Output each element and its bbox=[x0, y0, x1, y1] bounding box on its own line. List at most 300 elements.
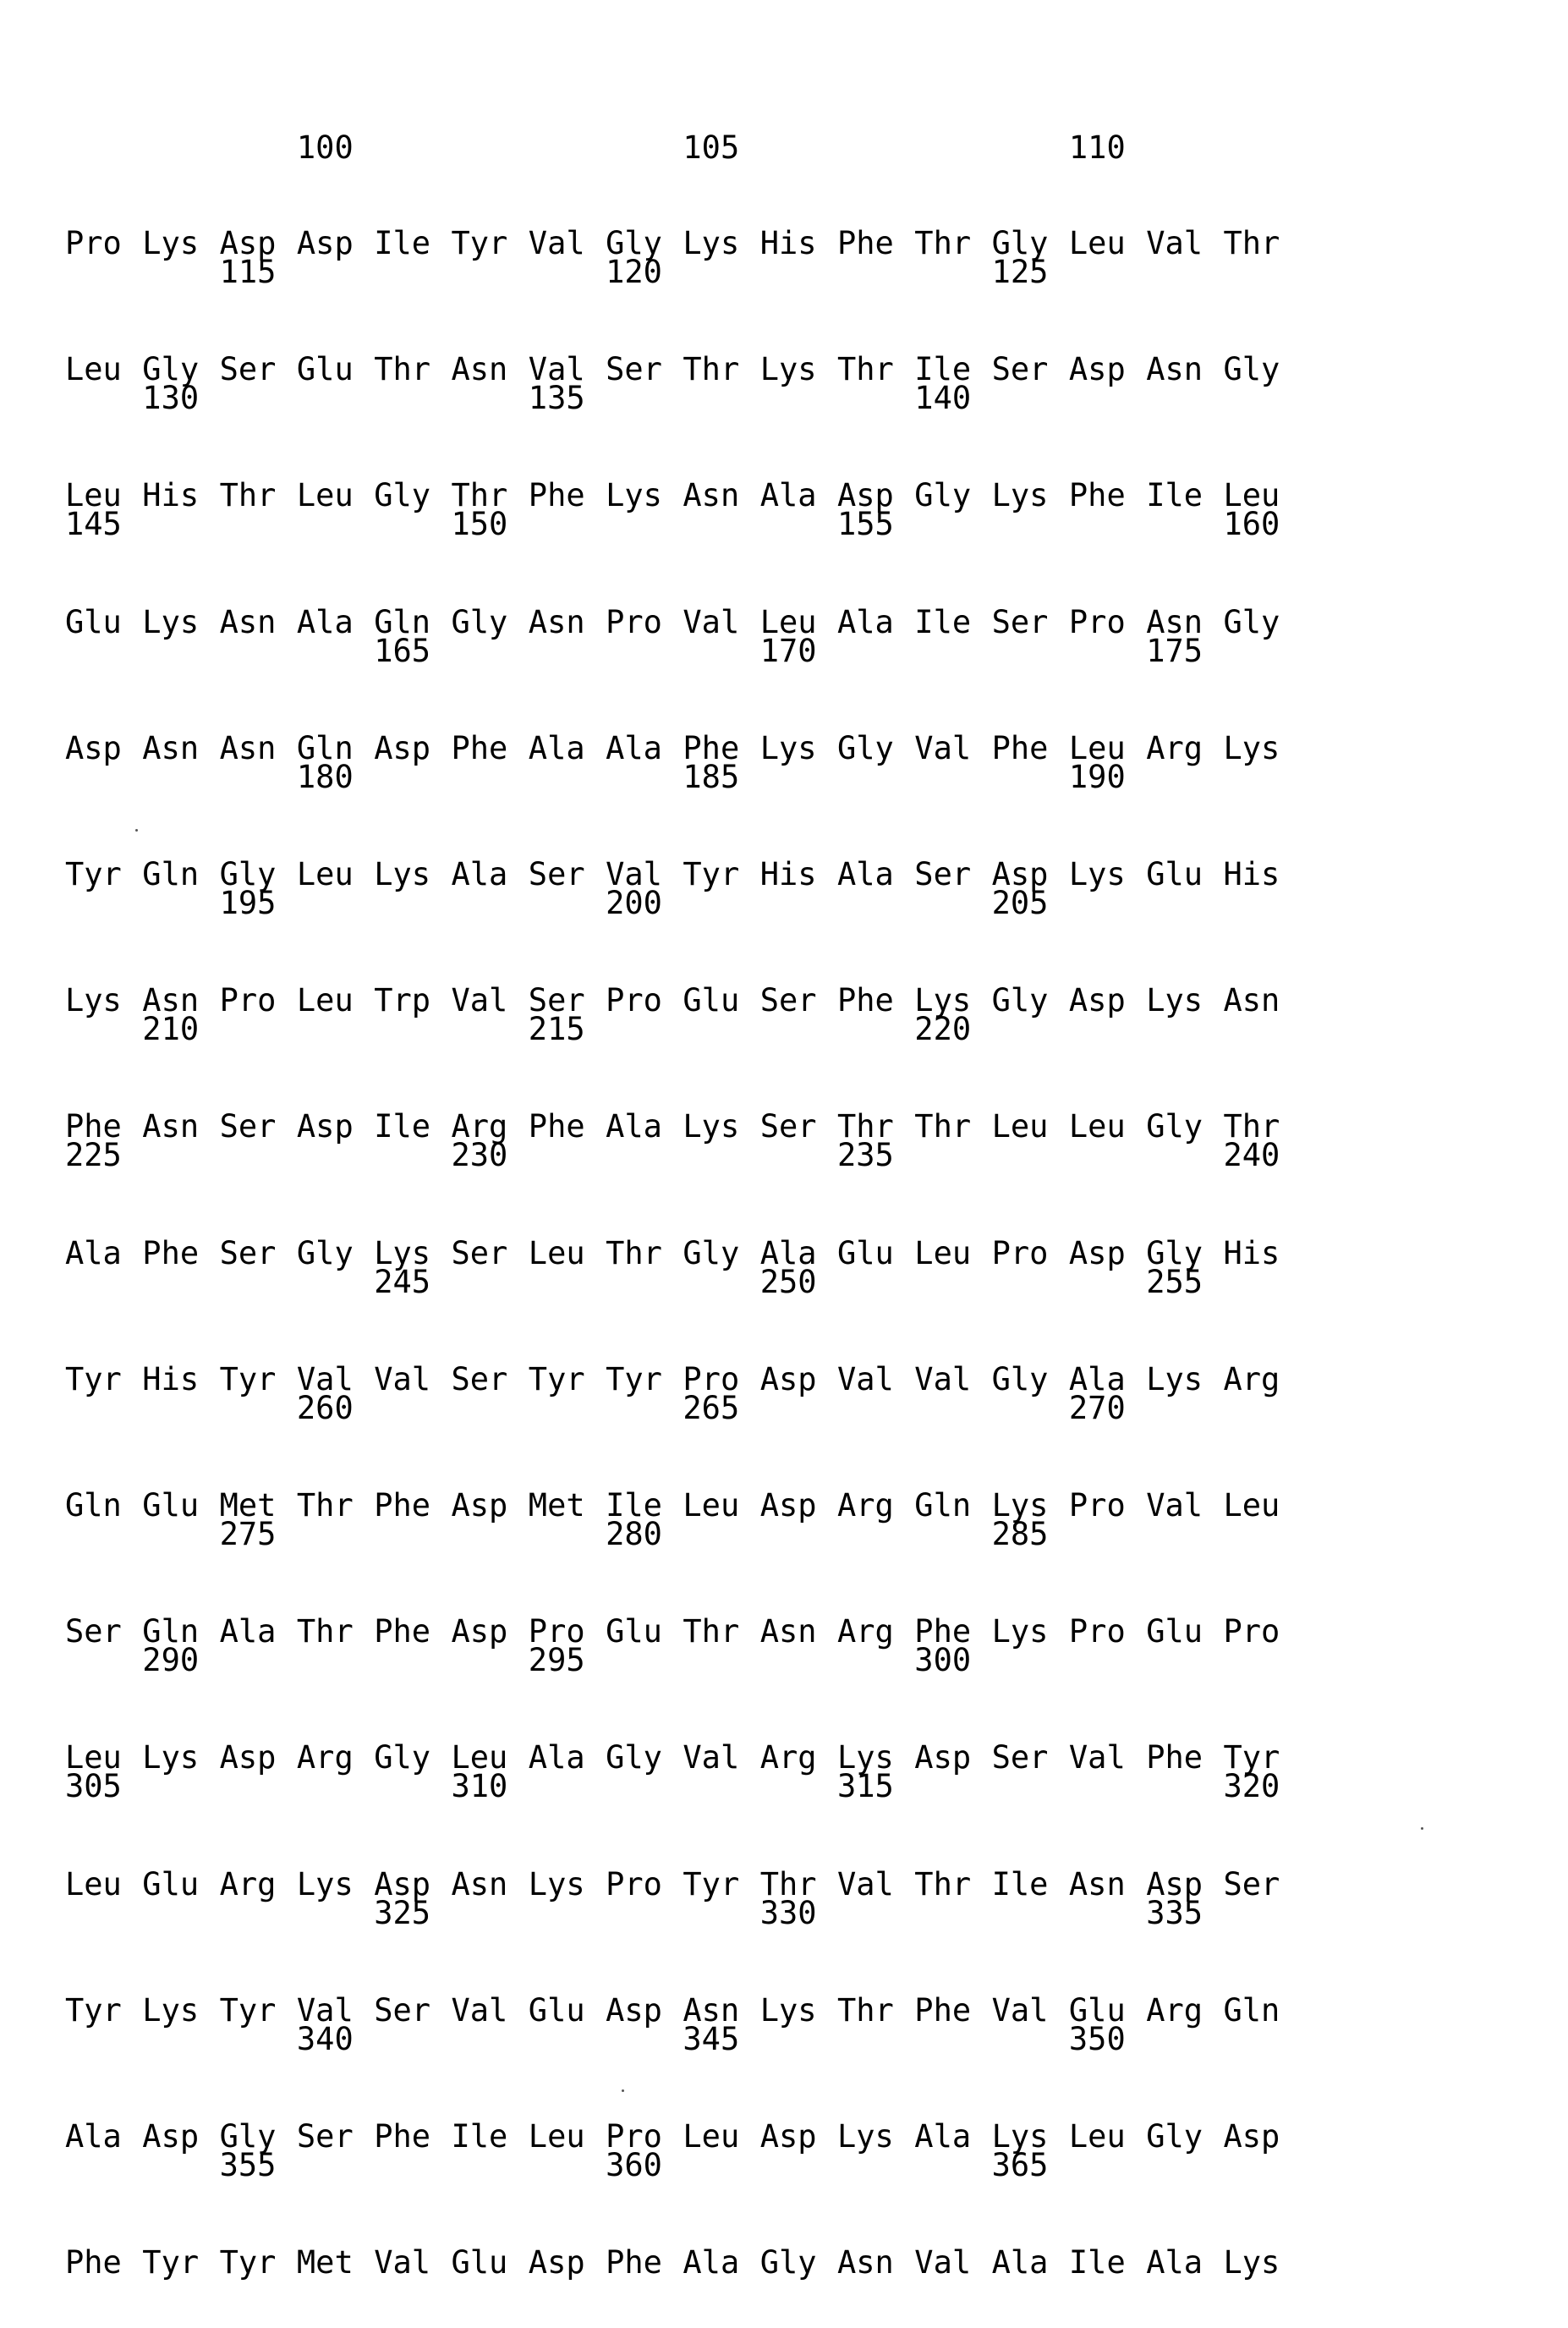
residue: Ile bbox=[914, 604, 971, 641]
position-number: 140 bbox=[914, 380, 971, 417]
residue: Ala bbox=[992, 2244, 1049, 2281]
residue: Asn bbox=[142, 730, 199, 767]
position-number: 245 bbox=[374, 1264, 430, 1301]
position-number: 235 bbox=[837, 1137, 894, 1174]
residue: Gly bbox=[1146, 2118, 1203, 2155]
residue: Ser bbox=[529, 856, 585, 893]
residue: Lys bbox=[760, 351, 817, 388]
residue: Asp bbox=[1069, 1235, 1126, 1272]
residue: Ala bbox=[760, 1235, 817, 1272]
residue: Thr bbox=[760, 1866, 817, 1903]
residue: Thr bbox=[837, 351, 894, 388]
residue: Gln bbox=[1224, 1992, 1280, 2029]
residue: Phe bbox=[992, 730, 1049, 767]
position-number: 105 bbox=[683, 129, 739, 167]
position-number: 340 bbox=[297, 2021, 354, 2058]
residue: Thr bbox=[683, 1613, 739, 1650]
position-number: 255 bbox=[1146, 1264, 1203, 1301]
residue: Ile bbox=[374, 225, 430, 262]
residue: Thr bbox=[374, 351, 430, 388]
residue: Gln bbox=[297, 730, 354, 767]
residue: Pro bbox=[1224, 1613, 1280, 1650]
residue: Tyr bbox=[65, 1361, 122, 1398]
residue: Ser bbox=[992, 351, 1049, 388]
residue: Tyr bbox=[65, 856, 122, 893]
residue: Lys bbox=[374, 856, 430, 893]
residue: Phe bbox=[142, 1235, 199, 1272]
residue: Val bbox=[914, 730, 971, 767]
position-number: 300 bbox=[914, 1642, 971, 1679]
residue: Ala bbox=[1069, 1361, 1126, 1398]
residue: Arg bbox=[297, 1739, 354, 1776]
residue: Asp bbox=[1069, 982, 1126, 1019]
residue: Phe bbox=[837, 982, 894, 1019]
residue: Val bbox=[374, 2244, 430, 2281]
residue: Gly bbox=[1224, 604, 1280, 641]
residue: His bbox=[760, 225, 817, 262]
residue: Gln bbox=[914, 1487, 971, 1524]
residue: Tyr bbox=[220, 2244, 277, 2281]
residue: Thr bbox=[1224, 1108, 1280, 1145]
residue: Val bbox=[452, 1992, 508, 2029]
position-number: 330 bbox=[760, 1895, 817, 1932]
residue: Tyr bbox=[606, 1361, 662, 1398]
residue: Ser bbox=[760, 982, 817, 1019]
residue: Ser bbox=[914, 856, 971, 893]
residue: Met bbox=[220, 1487, 277, 1524]
residue: Val bbox=[683, 604, 739, 641]
residue: Lys bbox=[683, 225, 739, 262]
residue: Asp bbox=[1069, 351, 1126, 388]
residue: His bbox=[760, 856, 817, 893]
residue: Phe bbox=[1146, 1739, 1203, 1776]
residue: Val bbox=[374, 1361, 430, 1398]
residue: Lys bbox=[992, 1487, 1049, 1524]
position-number: 285 bbox=[992, 1516, 1049, 1553]
residue: Glu bbox=[297, 351, 354, 388]
residue: Ser bbox=[220, 1108, 277, 1145]
residue: Val bbox=[1146, 225, 1203, 262]
residue: Val bbox=[914, 1361, 971, 1398]
residue: Lys bbox=[142, 1739, 199, 1776]
position-number: 360 bbox=[606, 2147, 662, 2184]
residue: Asp bbox=[142, 2118, 199, 2155]
residue: Ser bbox=[1224, 1866, 1280, 1903]
residue: Lys bbox=[837, 2118, 894, 2155]
residue: Gly bbox=[992, 225, 1049, 262]
residue: Pro bbox=[1069, 604, 1126, 641]
residue: Val bbox=[914, 2244, 971, 2281]
residue: Thr bbox=[1224, 225, 1280, 262]
residue: Asp bbox=[220, 225, 277, 262]
residue: Ile bbox=[914, 351, 971, 388]
residue: Pro bbox=[992, 1235, 1049, 1272]
residue: Gly bbox=[606, 1739, 662, 1776]
residue: Asp bbox=[606, 1992, 662, 2029]
position-number: 270 bbox=[1069, 1390, 1126, 1427]
residue: Pro bbox=[606, 604, 662, 641]
residue: Asn bbox=[1224, 982, 1280, 1019]
residue: Leu bbox=[65, 477, 122, 514]
residue: Phe bbox=[1069, 477, 1126, 514]
residue: Asn bbox=[1146, 351, 1203, 388]
residue: Glu bbox=[452, 2244, 508, 2281]
residue: Ala bbox=[529, 1739, 585, 1776]
residue: Ile bbox=[606, 1487, 662, 1524]
residue: Tyr bbox=[142, 2244, 199, 2281]
position-number: 225 bbox=[65, 1137, 122, 1174]
residue: Tyr bbox=[220, 1361, 277, 1398]
residue: Gly bbox=[1146, 1108, 1203, 1145]
residue: Gly bbox=[297, 1235, 354, 1272]
residue: Thr bbox=[837, 1108, 894, 1145]
residue: Leu bbox=[65, 351, 122, 388]
residue: Gly bbox=[374, 1739, 430, 1776]
residue: Arg bbox=[452, 1108, 508, 1145]
residue: Ile bbox=[992, 1866, 1049, 1903]
position-number: 175 bbox=[1146, 633, 1203, 670]
residue: Leu bbox=[1069, 1108, 1126, 1145]
residue: Tyr bbox=[1224, 1739, 1280, 1776]
residue: Ser bbox=[529, 982, 585, 1019]
residue: Lys bbox=[374, 1235, 430, 1272]
residue: Arg bbox=[1146, 730, 1203, 767]
residue: Ala bbox=[65, 1235, 122, 1272]
residue: Pro bbox=[1069, 1613, 1126, 1650]
residue: Asp bbox=[760, 1487, 817, 1524]
position-number: 215 bbox=[529, 1011, 585, 1048]
residue: Ala bbox=[65, 2118, 122, 2155]
residue: Gly bbox=[1224, 351, 1280, 388]
residue: Lys bbox=[1224, 730, 1280, 767]
residue: Gly bbox=[992, 982, 1049, 1019]
position-number: 295 bbox=[529, 1642, 585, 1679]
position-number: 185 bbox=[683, 759, 739, 796]
residue: Lys bbox=[1069, 856, 1126, 893]
residue: Ser bbox=[992, 1739, 1049, 1776]
residue: Arg bbox=[837, 1487, 894, 1524]
residue: Lys bbox=[992, 2118, 1049, 2155]
residue: Asn bbox=[683, 1992, 739, 2029]
position-number: 150 bbox=[452, 506, 508, 543]
residue: Pro bbox=[606, 1866, 662, 1903]
residue: Met bbox=[297, 2244, 354, 2281]
residue: Asp bbox=[374, 1866, 430, 1903]
residue: Gly bbox=[992, 1361, 1049, 1398]
residue: Leu bbox=[1069, 2118, 1126, 2155]
residue: Leu bbox=[1069, 225, 1126, 262]
residue: Phe bbox=[374, 1487, 430, 1524]
residue: Val bbox=[529, 351, 585, 388]
residue: Leu bbox=[683, 2118, 739, 2155]
residue: Thr bbox=[914, 1108, 971, 1145]
residue: Glu bbox=[606, 1613, 662, 1650]
position-number: 130 bbox=[142, 380, 199, 417]
residue: Val bbox=[683, 1739, 739, 1776]
residue: Leu bbox=[914, 1235, 971, 1272]
residue: Asn bbox=[683, 477, 739, 514]
residue: Gly bbox=[914, 477, 971, 514]
residue: Asp bbox=[992, 856, 1049, 893]
residue: Asp bbox=[297, 1108, 354, 1145]
residue: His bbox=[142, 477, 199, 514]
position-number: 290 bbox=[142, 1642, 199, 1679]
residue: Val bbox=[992, 1992, 1049, 2029]
position-number: 145 bbox=[65, 506, 122, 543]
residue: Phe bbox=[452, 730, 508, 767]
position-number: 205 bbox=[992, 885, 1049, 922]
residue: Asn bbox=[142, 1108, 199, 1145]
residue: Lys bbox=[1146, 982, 1203, 1019]
position-number: 125 bbox=[992, 254, 1049, 291]
residue: Pro bbox=[65, 225, 122, 262]
residue: Leu bbox=[1224, 477, 1280, 514]
residue: Ala bbox=[760, 477, 817, 514]
residue: Pro bbox=[220, 982, 277, 1019]
residue: Glu bbox=[1146, 856, 1203, 893]
residue: Glu bbox=[529, 1992, 585, 2029]
position-number: 355 bbox=[220, 2147, 277, 2184]
position-number: 160 bbox=[1224, 506, 1280, 543]
residue: Gly bbox=[683, 1235, 739, 1272]
residue: Asn bbox=[220, 730, 277, 767]
residue: Asn bbox=[1069, 1866, 1126, 1903]
position-number: 350 bbox=[1069, 2021, 1126, 2058]
position-number: 110 bbox=[1069, 129, 1126, 167]
residue: Tyr bbox=[529, 1361, 585, 1398]
residue: Ser bbox=[452, 1361, 508, 1398]
residue: Thr bbox=[914, 1866, 971, 1903]
residue: Ser bbox=[220, 1235, 277, 1272]
position-number: 345 bbox=[683, 2021, 739, 2058]
residue: Asn bbox=[452, 1866, 508, 1903]
position-number: 120 bbox=[606, 254, 662, 291]
residue: Phe bbox=[65, 1108, 122, 1145]
residue: Ile bbox=[1146, 477, 1203, 514]
position-number: 200 bbox=[606, 885, 662, 922]
residue: Asp bbox=[452, 1613, 508, 1650]
residue: Asp bbox=[914, 1739, 971, 1776]
residue: Lys bbox=[606, 477, 662, 514]
residue: Tyr bbox=[220, 1992, 277, 2029]
residue: Lys bbox=[837, 1739, 894, 1776]
position-number: 165 bbox=[374, 633, 430, 670]
residue: Val bbox=[837, 1866, 894, 1903]
residue: Asp bbox=[374, 730, 430, 767]
residue: Gln bbox=[142, 856, 199, 893]
residue: Leu bbox=[760, 604, 817, 641]
residue: Leu bbox=[297, 982, 354, 1019]
residue: Leu bbox=[297, 856, 354, 893]
residue: Pro bbox=[606, 2118, 662, 2155]
position-number: 260 bbox=[297, 1390, 354, 1427]
residue: Phe bbox=[65, 2244, 122, 2281]
position-number: 325 bbox=[374, 1895, 430, 1932]
residue: Ser bbox=[65, 1613, 122, 1650]
residue: Arg bbox=[1224, 1361, 1280, 1398]
position-number: 210 bbox=[142, 1011, 199, 1048]
residue: Lys bbox=[142, 1992, 199, 2029]
residue: Gly bbox=[1146, 1235, 1203, 1272]
residue: Thr bbox=[837, 1992, 894, 2029]
residue: Ser bbox=[606, 351, 662, 388]
residue: Ala bbox=[452, 856, 508, 893]
residue: Phe bbox=[837, 225, 894, 262]
residue: Lys bbox=[529, 1866, 585, 1903]
residue: Arg bbox=[760, 1739, 817, 1776]
residue: Ala bbox=[914, 2118, 971, 2155]
residue: Ser bbox=[220, 351, 277, 388]
residue: Pro bbox=[1069, 1487, 1126, 1524]
residue: Arg bbox=[1146, 1992, 1203, 2029]
residue: Glu bbox=[65, 604, 122, 641]
residue: Gly bbox=[837, 730, 894, 767]
residue: Asp bbox=[760, 2118, 817, 2155]
residue: His bbox=[1224, 1235, 1280, 1272]
residue: Ala bbox=[837, 604, 894, 641]
residue: Gln bbox=[374, 604, 430, 641]
residue: Asp bbox=[65, 730, 122, 767]
residue: Leu bbox=[65, 1739, 122, 1776]
residue: Phe bbox=[529, 1108, 585, 1145]
position-number: 190 bbox=[1069, 759, 1126, 796]
residue: Arg bbox=[220, 1866, 277, 1903]
residue: Gln bbox=[142, 1613, 199, 1650]
position-number: 230 bbox=[452, 1137, 508, 1174]
residue: Leu bbox=[1224, 1487, 1280, 1524]
residue: Asn bbox=[220, 604, 277, 641]
speck bbox=[622, 2089, 624, 2092]
residue: Lys bbox=[142, 604, 199, 641]
residue: Thr bbox=[297, 1487, 354, 1524]
position-number: 365 bbox=[992, 2147, 1049, 2184]
residue: Tyr bbox=[683, 1866, 739, 1903]
residue: Tyr bbox=[683, 856, 739, 893]
residue: Asn bbox=[529, 604, 585, 641]
residue: Tyr bbox=[65, 1992, 122, 2029]
position-number: 170 bbox=[760, 633, 817, 670]
residue: Lys bbox=[992, 477, 1049, 514]
residue: Glu bbox=[1069, 1992, 1126, 2029]
residue: Met bbox=[529, 1487, 585, 1524]
residue: Ala bbox=[683, 2244, 739, 2281]
position-number: 135 bbox=[529, 380, 585, 417]
residue: Val bbox=[837, 1361, 894, 1398]
residue: Ala bbox=[1146, 2244, 1203, 2281]
position-number: 155 bbox=[837, 506, 894, 543]
residue: Glu bbox=[142, 1866, 199, 1903]
residue: Leu bbox=[992, 1108, 1049, 1145]
position-number: 115 bbox=[220, 254, 277, 291]
residue: Ser bbox=[452, 1235, 508, 1272]
residue: Gly bbox=[220, 856, 277, 893]
residue: Leu bbox=[529, 1235, 585, 1272]
residue: Lys bbox=[1146, 1361, 1203, 1398]
position-number: 305 bbox=[65, 1768, 122, 1805]
residue: Asp bbox=[220, 1739, 277, 1776]
residue: Phe bbox=[374, 1613, 430, 1650]
residue: Ile bbox=[374, 1108, 430, 1145]
residue: Lys bbox=[1224, 2244, 1280, 2281]
position-number: 195 bbox=[220, 885, 277, 922]
residue: Ala bbox=[220, 1613, 277, 1650]
residue: Gly bbox=[374, 477, 430, 514]
residue: Glu bbox=[1146, 1613, 1203, 1650]
position-number: 250 bbox=[760, 1264, 817, 1301]
speck bbox=[135, 829, 138, 832]
position-number: 310 bbox=[452, 1768, 508, 1805]
residue: Gln bbox=[65, 1487, 122, 1524]
residue: Thr bbox=[297, 1613, 354, 1650]
residue: Lys bbox=[297, 1866, 354, 1903]
residue: Lys bbox=[760, 1992, 817, 2029]
residue: His bbox=[142, 1361, 199, 1398]
residue: Leu bbox=[683, 1487, 739, 1524]
residue: Ala bbox=[529, 730, 585, 767]
residue: Ser bbox=[297, 2118, 354, 2155]
residue: Leu bbox=[452, 1739, 508, 1776]
position-number: 240 bbox=[1224, 1137, 1280, 1174]
residue: Asn bbox=[142, 982, 199, 1019]
residue: Gly bbox=[220, 2118, 277, 2155]
residue: Leu bbox=[65, 1866, 122, 1903]
residue: Gly bbox=[760, 2244, 817, 2281]
residue: Arg bbox=[837, 1613, 894, 1650]
residue: Asp bbox=[452, 1487, 508, 1524]
residue: Pro bbox=[683, 1361, 739, 1398]
residue: Ala bbox=[606, 1108, 662, 1145]
position-number: 220 bbox=[914, 1011, 971, 1048]
residue: Val bbox=[529, 225, 585, 262]
residue: Lys bbox=[914, 982, 971, 1019]
position-number: 335 bbox=[1146, 1895, 1203, 1932]
residue: Val bbox=[1146, 1487, 1203, 1524]
residue: Asn bbox=[760, 1613, 817, 1650]
residue: Leu bbox=[529, 2118, 585, 2155]
residue: Phe bbox=[374, 2118, 430, 2155]
residue: Gly bbox=[452, 604, 508, 641]
residue: Ala bbox=[297, 604, 354, 641]
residue: Phe bbox=[914, 1992, 971, 2029]
residue: Asp bbox=[529, 2244, 585, 2281]
position-number: 100 bbox=[297, 129, 354, 167]
residue: Val bbox=[297, 1992, 354, 2029]
residue: Ile bbox=[452, 2118, 508, 2155]
residue: Asp bbox=[1224, 2118, 1280, 2155]
residue: Glu bbox=[142, 1487, 199, 1524]
residue: Lys bbox=[992, 1613, 1049, 1650]
residue: His bbox=[1224, 856, 1280, 893]
position-number: 280 bbox=[606, 1516, 662, 1553]
position-number: 275 bbox=[220, 1516, 277, 1553]
residue: Val bbox=[606, 856, 662, 893]
residue: Glu bbox=[683, 982, 739, 1019]
residue: Pro bbox=[606, 982, 662, 1019]
residue: Pro bbox=[529, 1613, 585, 1650]
residue: Tyr bbox=[452, 225, 508, 262]
residue: Asn bbox=[452, 351, 508, 388]
residue: Lys bbox=[760, 730, 817, 767]
residue: Gly bbox=[606, 225, 662, 262]
residue: Lys bbox=[683, 1108, 739, 1145]
residue: Trp bbox=[374, 982, 430, 1019]
residue: Thr bbox=[606, 1235, 662, 1272]
residue: Asp bbox=[760, 1361, 817, 1398]
residue: Phe bbox=[529, 477, 585, 514]
residue: Leu bbox=[297, 477, 354, 514]
residue: Ile bbox=[1069, 2244, 1126, 2281]
residue: Thr bbox=[683, 351, 739, 388]
